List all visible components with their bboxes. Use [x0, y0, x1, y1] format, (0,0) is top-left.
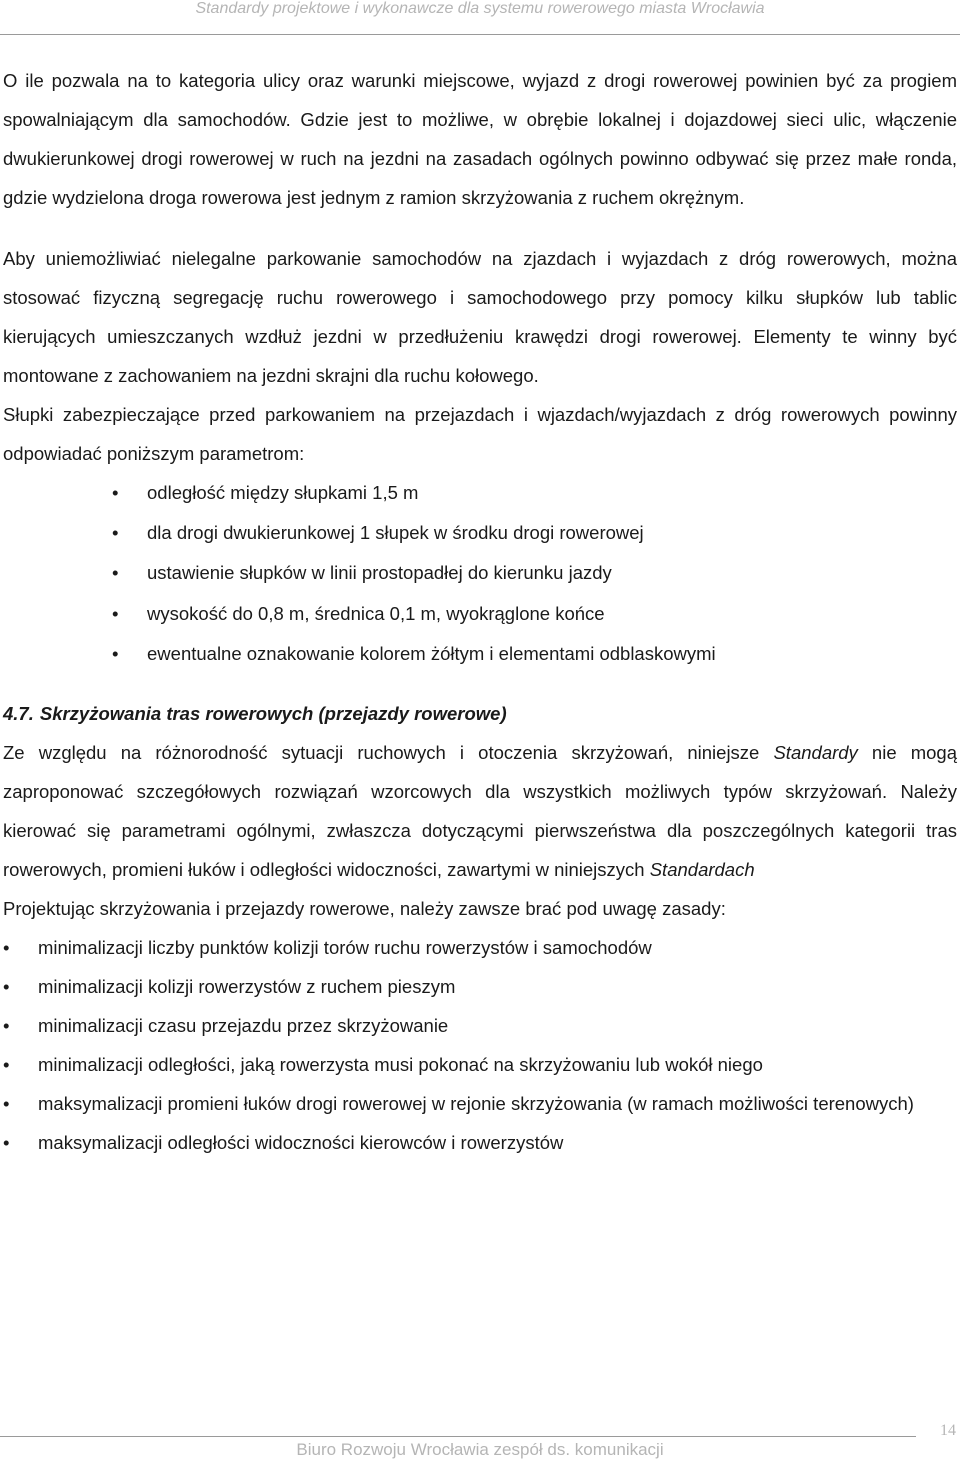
section-title: Skrzyżowania tras rowerowych (przejazdy rowerowe) — [39, 702, 507, 724]
page-number: 14 — [940, 1422, 956, 1439]
design-principles-list — [3, 928, 957, 1162]
list-item-text: minimalizacji kolizji rowerzystów z ruchem pieszym — [38, 975, 456, 997]
list-item-text: odległość między słupkami 1,5 m — [147, 482, 419, 503]
list-item — [3, 967, 957, 1006]
list-item-text: maksymalizacji promieni łuków drogi rowerowej w rejonie skrzyżowania (w ramach możliwości terenowych) — [38, 1092, 914, 1114]
list-item-text: ustawienie słupków w linii prostopadłej do kierunku jazdy — [147, 562, 612, 584]
list-item — [3, 1006, 957, 1045]
bullet-icon: • — [3, 1014, 10, 1036]
bullet-icon: • — [112, 482, 119, 503]
footer-divider — [0, 1436, 916, 1437]
page-body — [3, 61, 957, 1162]
bullet-icon: • — [3, 936, 10, 958]
header-divider — [0, 34, 960, 35]
bullet-icon: • — [3, 1092, 10, 1114]
list-item — [3, 1123, 957, 1162]
list-item — [3, 928, 957, 967]
list-item — [3, 1084, 957, 1123]
paragraph-intersections-intro — [3, 733, 957, 889]
list-item-text: minimalizacji odległości, jaką rowerzysta musi pokonać na skrzyżowaniu lub wokół niego — [38, 1053, 763, 1075]
bullet-icon: • — [112, 562, 119, 584]
paragraph-parking-prevention: Aby uniemożliwiać nielegalne parkowanie samochodów na zjazdach i wyjazdach z dróg rowerowych, można stosować fizyczną segregację ruchu rowerowego i samochodowego przy pomocy kilku słupków lub tablic kierujących umieszczanych wzdłuż jezdni w przedłużeniu krawędzi drogi rowerowej. Elementy te winny być montowane z zachowaniem na jezdni skrajni dla ruchu kołowego. — [3, 248, 957, 386]
bullet-icon: • — [112, 602, 119, 624]
list-item-text: wysokość do 0,8 m, średnica 0,1 m, wyokrąglone końce — [147, 602, 605, 624]
list-item-text: dla drogi dwukierunkowej 1 słupek w środku drogi rowerowej — [147, 522, 644, 544]
list-item-text: minimalizacji czasu przejazdu przez skrzyżowanie — [38, 1014, 449, 1036]
paragraph-text: Ze względu na różnorodność sytuacji ruchowych i otoczenia skrzyżowań, niniejsze — [3, 741, 774, 763]
bullet-icon: • — [3, 975, 10, 997]
bullet-icon: • — [112, 642, 119, 664]
section-heading — [3, 694, 957, 733]
paragraph-text: nie mogą zaproponować szczegółowych rozwiązań wzorcowych dla wszystkich możliwych typów skrzyżowań. Należy kierować się parametrami ogólnymi, zwłaszcza dotyczącymi pierwszeństwa dla poszczególnych kategorii tras rowerowych, promieni łuków i odległości widoczności, zawartymi w niniejszych — [3, 741, 958, 880]
list-item-text: maksymalizacji odległości widoczności kierowców i rowerzystów — [38, 1131, 564, 1153]
list-item-text: ewentualne oznakowanie kolorem żółtym i elementami odblaskowymi — [147, 642, 716, 664]
paragraph-exit-from-bike-path: O ile pozwala na to kategoria ulicy oraz warunki miejscowe, wyjazd z drogi rowerowej powinien być za progiem spowalniającym dla samochodów. Gdzie jest to możliwe, w obrębie lokalnej i dojazdowej sieci ulic, włączenie dwukierunkowej drogi rowerowej w ruch na jezdni na zasadach ogólnych powinno odbywać się przez małe ronda, gdzie wydzielona droga rowerowa jest jednym z ramion skrzyżowania z ruchem okrężnym. — [3, 70, 957, 208]
bullet-icon: • — [3, 1053, 10, 1075]
footer-text: Biuro Rozwoju Wrocławia zespół ds. komunikacji — [296, 1440, 664, 1459]
italic-term-standardy: Standardy — [773, 741, 858, 763]
list-item — [3, 634, 957, 674]
section-number: 4.7. — [3, 702, 34, 724]
list-item — [3, 553, 957, 593]
list-item — [3, 473, 957, 513]
paragraph-bollards-intro: Słupki zabezpieczające przed parkowaniem na przejazdach i wjazdach/wyjazdach z dróg rowerowych powinny odpowiadać poniższym parametrom: — [3, 404, 957, 464]
list-item — [3, 1045, 957, 1084]
paragraph-gap — [3, 217, 957, 239]
italic-term-standardach: Standardach — [649, 858, 755, 880]
list-item — [3, 513, 957, 553]
paragraph-design-principles: Projektując skrzyżowania i przejazdy rowerowe, należy zawsze brać pod uwagę zasady: — [3, 897, 726, 919]
bullet-icon: • — [3, 1131, 10, 1153]
list-item — [3, 594, 957, 634]
list-item-text: minimalizacji liczby punktów kolizji torów ruchu rowerzystów i samochodów — [38, 936, 652, 958]
bollard-parameters-list — [3, 473, 957, 674]
running-header: Standardy projektowe i wykonawcze dla systemu rowerowego miasta Wrocławia — [195, 0, 765, 17]
section-gap — [3, 674, 957, 694]
bullet-icon: • — [112, 522, 119, 544]
